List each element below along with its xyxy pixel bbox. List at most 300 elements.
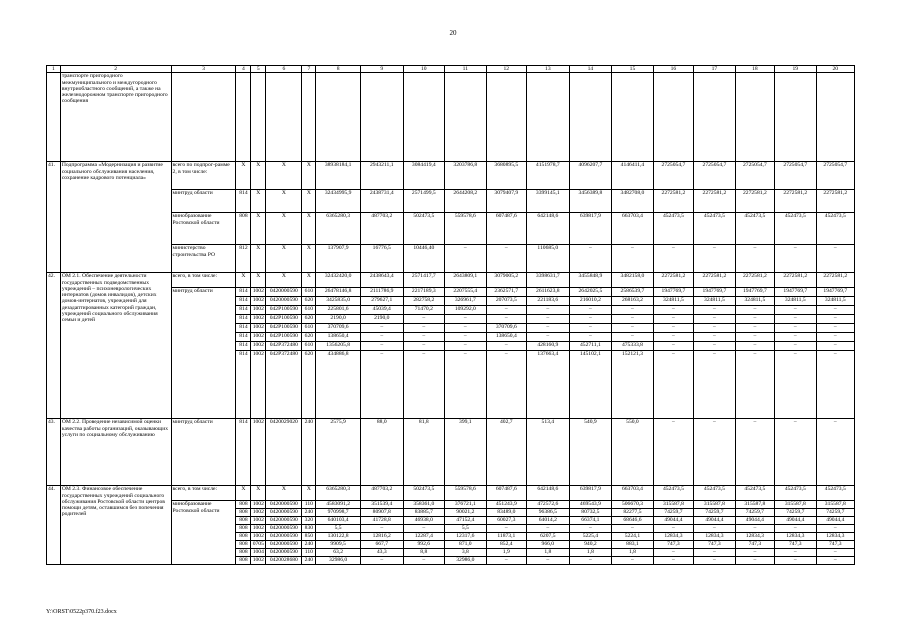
table-cell: 1002 — [251, 419, 266, 486]
table-cell: – — [694, 351, 736, 419]
table-cell: 2725054,7 — [735, 162, 774, 190]
table-cell: 12816,2 — [360, 533, 403, 541]
table-cell: 12834,3 — [816, 533, 854, 541]
page-number: 20 — [449, 29, 457, 37]
table-cell: – — [816, 333, 854, 342]
table-cell: 221183,6 — [527, 297, 570, 306]
table-cell: 324811,5 — [775, 297, 817, 306]
table-cell: 3398631,7 — [527, 273, 570, 288]
table-cell: 1002 — [252, 509, 264, 516]
table-cell: – — [735, 342, 774, 351]
table-cell: – — [816, 342, 854, 351]
table-cell: – — [735, 306, 774, 315]
column-number-cell: 8 — [316, 66, 361, 73]
table-cell: – — [403, 557, 445, 565]
table-cell: X — [236, 162, 251, 190]
table-cell: – — [486, 342, 526, 351]
table-cell: 49044,4 — [694, 517, 736, 525]
table-cell: 042P100590 — [266, 333, 302, 342]
table-cell — [816, 73, 854, 162]
table-cell: 2272581,2 — [735, 273, 774, 288]
table-cell: 667,7 — [360, 541, 403, 549]
table-cell: 6365280,3 — [316, 486, 361, 501]
table-cell — [445, 73, 487, 162]
column-number-cell: 16 — [653, 66, 693, 73]
table-cell: 1947769,7 — [775, 288, 817, 297]
table-cell: – — [694, 557, 736, 565]
table-cell: 0420000590 — [266, 533, 302, 541]
table-cell: 90021,2 — [445, 509, 487, 517]
table-cell: 315587,8 — [653, 501, 693, 509]
table-cell: 66374,1 — [569, 517, 612, 525]
table-cell: 0420000590 — [266, 541, 302, 549]
table-cell: 5,5 — [316, 525, 361, 533]
table-cell — [360, 73, 403, 162]
table-cell: 110 — [302, 501, 316, 509]
table-cell: 45039,4 — [360, 306, 403, 315]
table-cell: 808 — [236, 501, 251, 509]
table-cell: – — [775, 419, 817, 486]
table-cell: – — [816, 351, 854, 419]
table-cell: 747,3 — [653, 541, 693, 549]
table-cell: 2272581,2 — [653, 273, 693, 288]
table-cell: 43,3 — [360, 549, 403, 557]
table-cell — [569, 73, 612, 162]
table-cell: 506670,3 — [612, 501, 654, 509]
table-cell: 747,3 — [775, 541, 817, 549]
table-cell: – — [735, 351, 774, 419]
table-cell: – — [694, 315, 736, 324]
table-cell: 2438731,4 — [360, 190, 403, 213]
table-cell: – — [653, 306, 693, 315]
table-cell: 4096207,7 — [569, 162, 612, 190]
table-cell: 49044,4 — [653, 517, 693, 525]
table-cell: 620 — [302, 297, 316, 306]
table-cell: 452473,5 — [653, 213, 693, 245]
table-cell: 207073,5 — [486, 297, 526, 306]
table-cell: 540,9 — [569, 419, 612, 486]
table-cell: 642148,6 — [527, 213, 570, 245]
table-cell: 324811,5 — [816, 297, 854, 306]
table-cell: X — [266, 245, 302, 273]
table-cell: 1002 — [252, 533, 264, 540]
table-cell — [171, 73, 236, 162]
table-cell: 240 — [302, 557, 316, 565]
table-cell: 808 — [236, 525, 251, 533]
table-cell: – — [775, 324, 817, 333]
table-cell: – — [775, 351, 817, 419]
table-cell: – — [694, 333, 736, 342]
table-cell: 2207555,4 — [445, 288, 487, 297]
table-cell: 3455848,9 — [569, 273, 612, 288]
table-cell: X — [266, 190, 302, 213]
table-cell: – — [653, 549, 693, 557]
table-cell: X — [266, 273, 302, 288]
table-cell: 74259,7 — [653, 509, 693, 517]
table-cell: 808 — [236, 213, 251, 245]
table-cell: – — [569, 306, 612, 315]
table-cell: 2272581,2 — [694, 273, 736, 288]
column-number-cell: 20 — [816, 66, 854, 73]
table-cell: – — [612, 306, 654, 315]
row-number: 41. — [47, 162, 61, 273]
table-cell: 1947769,7 — [816, 288, 854, 297]
table-cell: 145102,1 — [569, 351, 612, 419]
table-cell: минтруд области — [171, 419, 236, 486]
table-cell: – — [360, 333, 403, 342]
table-cell: 110685,0 — [527, 245, 570, 273]
table-cell — [316, 73, 361, 162]
table-cell: 883,1 — [612, 541, 654, 549]
table-cell: минтруд области — [171, 190, 236, 213]
column-number-cell: 19 — [775, 66, 817, 73]
table-cell: – — [735, 557, 774, 565]
table-cell: 12834,3 — [735, 533, 774, 541]
table-cell: – — [527, 557, 570, 565]
table-cell: 814 — [236, 288, 251, 297]
table-cell: 11873,1 — [486, 533, 526, 541]
table-cell: X — [302, 245, 316, 273]
table-cell: – — [775, 315, 817, 324]
table-cell: 850 — [302, 533, 316, 541]
table-cell: 3482158,0 — [612, 273, 654, 288]
table-cell: 1002 — [252, 517, 264, 524]
table-cell: 2571499,5 — [403, 190, 445, 213]
table-cell: минобразование Ростовской области — [171, 213, 236, 245]
table-cell: 747,3 — [694, 541, 736, 549]
table-cell: – — [694, 245, 736, 273]
table-cell: 358361,0 — [403, 501, 445, 509]
table-cell: 96386,5 — [527, 509, 570, 517]
table-cell: 0705 — [252, 541, 264, 548]
table-cell: 1002 — [252, 557, 264, 564]
table-cell: – — [816, 525, 854, 533]
table-cell — [251, 73, 266, 162]
table-cell: 324811,5 — [694, 297, 736, 306]
table-cell: 80732,5 — [569, 509, 612, 517]
table-cell: 315587,8 — [816, 501, 854, 509]
row-name: ОМ 2.2. Проведение независимой оценки качества работы организаций, оказывающих услуги по социальному обслуживанию — [60, 419, 171, 486]
table-cell: 814 — [236, 190, 251, 213]
table-cell: – — [445, 315, 487, 324]
table-cell: 610 — [302, 306, 316, 315]
table-cell: X — [251, 162, 266, 190]
table-cell: 351539,4 — [360, 501, 403, 509]
table-cell: 315587,8 — [775, 501, 817, 509]
table-cell: – — [653, 419, 693, 486]
table-cell: 279627,1 — [360, 297, 403, 306]
table-cell: 130122,8 — [316, 533, 361, 541]
table-cell: 0420000590 — [266, 525, 302, 533]
table-cell: 452473,5 — [694, 486, 736, 501]
table-cell: – — [486, 306, 526, 315]
table-cell: 2644208,2 — [445, 190, 487, 213]
table-cell: 992,6 — [403, 541, 445, 549]
table-cell: 324811,5 — [653, 297, 693, 306]
table-cell: 225801,6 — [316, 306, 361, 315]
table-cell: 41728,8 — [360, 517, 403, 525]
table-cell: 152121,3 — [612, 351, 654, 419]
column-number-cell: 18 — [735, 66, 774, 73]
table-cell: 1002 — [251, 351, 266, 419]
table-cell: 1,8 — [569, 549, 612, 557]
table-cell: 0420000590 — [266, 517, 302, 525]
table-cell: 3456389,8 — [569, 190, 612, 213]
table-cell: 513,4 — [527, 419, 570, 486]
table-cell: 428160,9 — [527, 342, 570, 351]
table-cell: – — [653, 333, 693, 342]
table-cell: – — [735, 315, 774, 324]
table-cell: 970998,7 — [316, 509, 361, 517]
table-cell: – — [486, 351, 526, 419]
table-cell: 1002 — [252, 501, 264, 508]
table-cell: – — [735, 525, 774, 533]
column-number-cell: 17 — [694, 66, 736, 73]
table-cell: 808 — [236, 541, 251, 549]
table-cell: 60027,3 — [486, 517, 526, 525]
table-cell: – — [816, 557, 854, 565]
table-cell: X — [266, 162, 302, 190]
table-cell: 452473,5 — [735, 486, 774, 501]
table-cell: – — [735, 333, 774, 342]
table-cell: – — [403, 333, 445, 342]
table-cell: 2725054,7 — [653, 162, 693, 190]
table-cell: 1947769,7 — [653, 288, 693, 297]
table-cell: 3203786,8 — [445, 162, 487, 190]
table-cell: – — [527, 333, 570, 342]
table-cell: 2438643,4 — [360, 273, 403, 288]
table-cell: – — [775, 557, 817, 565]
table-cell: 268163,2 — [612, 297, 654, 306]
table-cell: 550,0 — [612, 419, 654, 486]
table-cell — [486, 73, 526, 162]
table-cell: – — [486, 525, 526, 533]
table-cell: 2571417,7 — [403, 273, 445, 288]
table-cell: 2643809,1 — [445, 273, 487, 288]
table-cell — [735, 73, 774, 162]
column-number-row — [47, 66, 855, 73]
table-cell: 74259,7 — [816, 509, 854, 517]
table-cell: – — [486, 557, 526, 565]
table-cell: 747,3 — [816, 541, 854, 549]
table-cell: – — [445, 342, 487, 351]
table-cell: – — [775, 342, 817, 351]
table-cell: – — [653, 342, 693, 351]
table-cell: – — [612, 324, 654, 333]
table-cell: 814 — [236, 297, 251, 306]
table-cell: X — [302, 213, 316, 245]
table-cell: – — [527, 306, 570, 315]
table-cell: министерство строительства РО — [171, 245, 236, 273]
table-cell: X — [251, 245, 266, 273]
table-cell: X — [236, 273, 251, 288]
table-cell: – — [569, 557, 612, 565]
table-cell: 5,5 — [445, 525, 487, 533]
table-cell: – — [403, 315, 445, 324]
table-cell: – — [775, 549, 817, 557]
table-cell: 966,0 — [527, 541, 570, 549]
table-cell: 2725054,7 — [775, 162, 817, 190]
table-cell: 49044,4 — [775, 517, 817, 525]
table-cell: 49044,4 — [735, 517, 774, 525]
table-cell: – — [486, 315, 526, 324]
table-cell: 2272581,2 — [816, 190, 854, 213]
table-cell: – — [360, 557, 403, 565]
table-cell: 2190,0 — [316, 315, 361, 324]
ministry-cell: минобразование Ростовской области — [171, 501, 236, 565]
table-cell: – — [612, 315, 654, 324]
table-cell: 452473,5 — [775, 486, 817, 501]
table-cell: – — [735, 245, 774, 273]
table-cell: 452473,5 — [653, 486, 693, 501]
table-cell: 808 — [236, 517, 251, 525]
table-cell: 452473,5 — [775, 213, 817, 245]
table-cell: 9909,5 — [316, 541, 361, 549]
table-cell: 4151978,7 — [527, 162, 570, 190]
table-cell: 4146411,4 — [612, 162, 654, 190]
row-number: 42. — [47, 273, 61, 419]
table-cell: – — [735, 549, 774, 557]
column-number-cell: 11 — [445, 66, 487, 73]
table-cell: 663703,4 — [612, 213, 654, 245]
table-row — [47, 486, 855, 501]
table-cell: 3425835,0 — [316, 297, 361, 306]
footer-path: Y:\ORST\0522p370.f23.docx — [46, 609, 117, 615]
table-cell: X — [251, 486, 266, 501]
table-cell: – — [403, 525, 445, 533]
table-cell: 324811,5 — [735, 297, 774, 306]
table-cell: X — [302, 273, 316, 288]
table-cell: – — [569, 525, 612, 533]
table-cell: всего по подпрог-рамме 2, в том числе: — [171, 162, 236, 190]
table-cell: 2272581,2 — [735, 190, 774, 213]
column-number-cell: 10 — [403, 66, 445, 73]
table-cell: 3680895,5 — [486, 162, 526, 190]
table-cell: 63,2 — [316, 549, 361, 557]
table-cell: – — [816, 315, 854, 324]
table-cell: – — [653, 525, 693, 533]
table-cell: 640103,4 — [316, 517, 361, 525]
table-cell: 607487,6 — [486, 486, 526, 501]
table-cell: X — [251, 213, 266, 245]
table-cell: X — [302, 162, 316, 190]
table-cell: 3482708,0 — [612, 190, 654, 213]
table-cell: – — [445, 324, 487, 333]
table-cell — [302, 73, 316, 162]
table-cell: 0420000590 — [266, 501, 302, 509]
column-number-cell: 5 — [251, 66, 266, 73]
table-cell: 4583091,2 — [316, 501, 361, 509]
table-cell: 74259,7 — [694, 509, 736, 517]
table-cell: 2272581,2 — [775, 190, 817, 213]
table-cell: 16776,5 — [360, 245, 403, 273]
table-cell: 502473,5 — [403, 213, 445, 245]
table-cell: 3079005,2 — [486, 273, 526, 288]
table-cell: X — [251, 190, 266, 213]
table-cell: 82277,5 — [612, 509, 654, 517]
table-cell: – — [486, 245, 526, 273]
table-cell: – — [527, 525, 570, 533]
table-cell: 49044,4 — [816, 517, 854, 525]
table-cell: 0420000590 — [266, 288, 302, 297]
table-cell: 26478146,8 — [316, 288, 361, 297]
table-cell: 315587,8 — [735, 501, 774, 509]
table-cell: 240 — [302, 419, 316, 486]
table-cell: 1002 — [252, 525, 264, 532]
table-cell: 610 — [302, 342, 316, 351]
table-cell: 2217189,3 — [403, 288, 445, 297]
table-cell: 1,8 — [612, 549, 654, 557]
table-cell: всего, в том числе: — [171, 486, 236, 501]
table-cell: 83489,0 — [486, 509, 526, 517]
table-cell: 808 — [236, 549, 251, 557]
table-cell: 620 — [302, 351, 316, 419]
table-cell: 042P372480 — [266, 342, 302, 351]
column-number-cell: 9 — [360, 66, 403, 73]
table-cell: 2575,9 — [316, 419, 361, 486]
column-number-cell: 12 — [486, 66, 526, 73]
table-cell: 2611623,8 — [527, 288, 570, 297]
table-cell: 137907,9 — [316, 245, 361, 273]
table-cell: 2272581,2 — [816, 273, 854, 288]
table-cell: X — [236, 486, 251, 501]
table-cell: – — [735, 324, 774, 333]
table-cell: – — [612, 333, 654, 342]
table-cell: – — [360, 342, 403, 351]
table-cell: 1002 — [251, 333, 266, 342]
ministry-cell: минтруд области — [171, 288, 236, 419]
table-cell — [47, 73, 61, 162]
table-cell: 402,7 — [486, 419, 526, 486]
table-cell: – — [612, 245, 654, 273]
table-cell: 0420028680 — [266, 557, 302, 565]
table-cell: 639817,9 — [569, 213, 612, 245]
table-cell: – — [694, 306, 736, 315]
table-cell: 559578,6 — [445, 486, 487, 501]
table-cell: 2642025,5 — [569, 288, 612, 297]
table-cell: 138650,4 — [316, 333, 361, 342]
row-number: 43. — [47, 419, 61, 486]
column-number-cell: 14 — [569, 66, 612, 73]
table-cell: – — [403, 324, 445, 333]
table-cell: 2272581,2 — [653, 190, 693, 213]
table-cell: – — [816, 419, 854, 486]
table-cell: – — [360, 351, 403, 419]
table-cell: 808 — [236, 557, 251, 565]
table-cell: – — [694, 549, 736, 557]
table-cell: 71470,2 — [403, 306, 445, 315]
table-cell: 1,8 — [527, 549, 570, 557]
table-cell: 452473,5 — [694, 213, 736, 245]
table-cell: 451243,9 — [486, 501, 526, 509]
table-cell: 871,0 — [445, 541, 487, 549]
table-cell: 434886,8 — [316, 351, 361, 419]
table-cell: 8,8 — [403, 549, 445, 557]
table-cell: 812 — [236, 245, 251, 273]
table-cell: 472572,6 — [527, 501, 570, 509]
table-cell: 5224,1 — [612, 533, 654, 541]
table-cell: 12834,3 — [775, 533, 817, 541]
table-row — [47, 273, 855, 288]
table-cell: 2362571,7 — [486, 288, 526, 297]
table-cell: 282758,2 — [403, 297, 445, 306]
table-cell: – — [816, 306, 854, 315]
table-cell — [527, 73, 570, 162]
table-cell: 138650,4 — [486, 333, 526, 342]
table-cell: – — [653, 245, 693, 273]
table-cell: 3399145,1 — [527, 190, 570, 213]
row-name: Подпрограмма «Модернизация и развитие социального обслуживания населения, сохранение кадрового потенциала» — [60, 162, 171, 273]
